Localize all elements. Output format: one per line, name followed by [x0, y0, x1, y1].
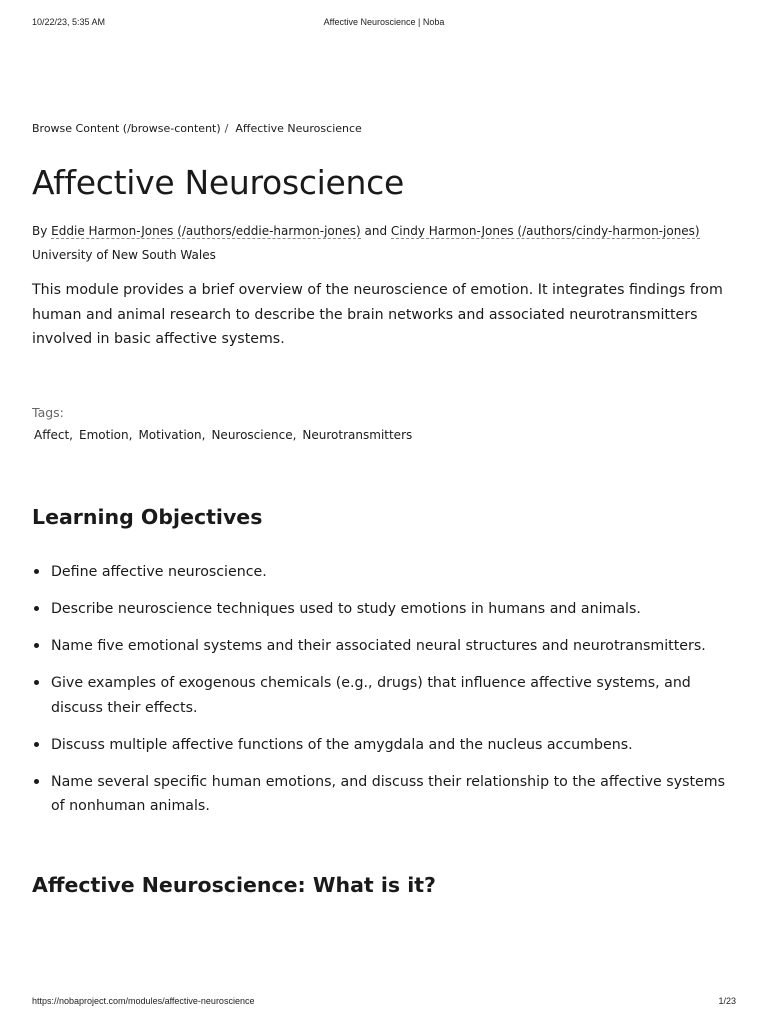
- tag-affect[interactable]: Affect: [34, 428, 70, 442]
- bullet-icon: [34, 569, 39, 574]
- print-datetime: 10/22/23, 5:35 AM: [32, 17, 106, 27]
- objective-text: Describe neuroscience techniques used to study emotions in humans and animals.: [51, 601, 641, 617]
- print-page-title: Affective Neuroscience | Noba: [323, 17, 445, 27]
- bullet-icon: [34, 779, 39, 784]
- breadcrumb: [32, 122, 362, 135]
- bullet-icon: [34, 742, 39, 747]
- tag-list: [34, 428, 412, 442]
- breadcrumb-current: Affective Neuroscience: [235, 122, 362, 135]
- what-is-it-heading: Affective Neuroscience: What is it?: [32, 873, 436, 897]
- list-item: [32, 733, 738, 758]
- tag-motivation[interactable]: Motivation: [138, 428, 202, 442]
- list-item: [32, 770, 738, 819]
- tag-separator: ,: [292, 428, 297, 442]
- objective-text: Name several specific human emotions, and discuss their relationship to the affective systems of nonhuman animals.: [51, 773, 725, 814]
- bullet-icon: [34, 606, 39, 611]
- author-link-cindy-harmon-jones[interactable]: Cindy Harmon-Jones (/authors/cindy-harmon-jones): [390, 224, 700, 238]
- list-item: [32, 634, 738, 659]
- objective-text: Define affective neuroscience.: [51, 564, 267, 580]
- author-affiliation: University of New South Wales: [32, 248, 216, 262]
- objective-text: Give examples of exogenous chemicals (e.g., drugs) that influence affective systems, and discuss their effects.: [51, 675, 691, 716]
- print-header: [32, 17, 736, 29]
- byline: [32, 219, 738, 267]
- byline-and: and: [364, 224, 388, 238]
- byline-by: By: [32, 224, 48, 238]
- objective-text: Discuss multiple affective functions of the amygdala and the nucleus accumbens.: [51, 736, 633, 753]
- page-title: Affective Neuroscience: [32, 163, 405, 202]
- tags-label: Tags:: [32, 405, 64, 420]
- list-item: [32, 597, 738, 622]
- objective-text: Name five emotional systems and their associated neural structures and neurotransmitters.: [51, 638, 706, 654]
- list-item: [32, 671, 738, 720]
- author-link-eddie-harmon-jones[interactable]: Eddie Harmon-Jones (/authors/eddie-harmon-jones): [51, 224, 361, 238]
- breadcrumb-browse-content-link[interactable]: Browse Content (/browse-content): [32, 122, 221, 135]
- bullet-icon: [34, 643, 39, 648]
- tag-neuroscience[interactable]: Neuroscience: [211, 428, 293, 442]
- learning-objectives-heading: Learning Objectives: [32, 505, 263, 529]
- print-footer: [32, 996, 736, 1008]
- tag-separator: ,: [69, 428, 73, 442]
- tag-neurotransmitters[interactable]: Neurotransmitters: [302, 428, 413, 442]
- tag-separator: ,: [201, 428, 206, 442]
- learning-objectives-list: [32, 560, 738, 831]
- list-item: [32, 560, 738, 585]
- tag-emotion[interactable]: Emotion: [79, 428, 129, 442]
- bullet-icon: [34, 680, 39, 685]
- print-page-number: 1/23: [718, 996, 736, 1006]
- tag-separator: ,: [128, 428, 133, 442]
- module-abstract: This module provides a brief overview of the neuroscience of emotion. It integrates findings from human and animal research to describe the brain networks and associated neurotransmitters involved in basic affective systems.: [32, 282, 723, 347]
- print-page-url: https://nobaproject.com/modules/affective-neuroscience: [32, 996, 255, 1006]
- breadcrumb-separator: /: [224, 122, 229, 135]
